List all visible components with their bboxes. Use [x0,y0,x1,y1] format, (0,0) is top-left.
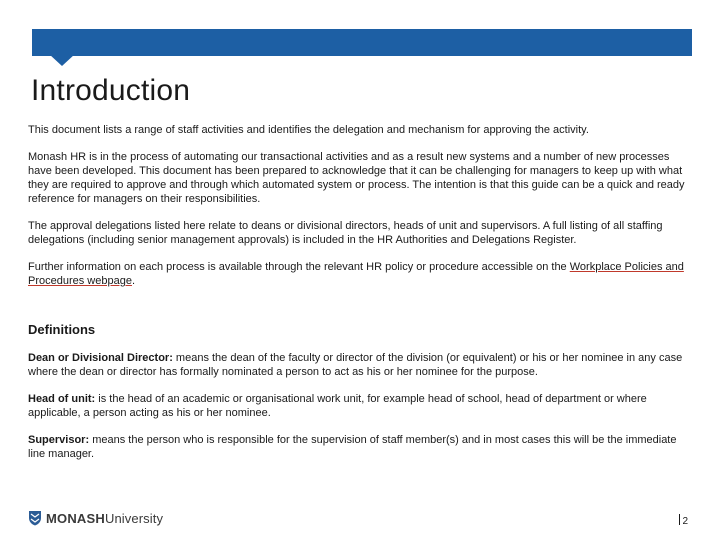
further-info-paragraph [28,260,688,288]
policies-link[interactable]: Workplace Policies and Procedures webpage [28,261,684,287]
definition-text: means the dean of the faculty or director of the division (or equivalent) or his or her nominee in any case where the dean or director has formally nominated a person to act as his or her nominee for the purpose. [28,352,683,378]
definition-supervisor [28,433,688,461]
definition-text: is the head of an academic or organisational work unit, for example head of school, head of department or where applicable, a person acting as his or her nominee. [28,393,647,419]
further-info-text: Further information on each process is available through the relevant HR policy or procedure accessible on the [28,261,570,273]
definition-term: Supervisor: [28,434,90,446]
page-number-value: 2 [682,516,688,527]
header-banner [32,29,692,56]
definition-head-of-unit [28,392,688,420]
definition-text: means the person who is responsible for the supervision of staff member(s) and in most cases this will be the immediate line manager. [28,434,677,460]
slide-title: Introduction [31,74,191,107]
monash-logo [28,509,163,527]
intro-paragraph: This document lists a range of staff activities and identifies the delegation and mechanism for approving the activity. [28,124,589,136]
page-number-divider [679,514,680,525]
definition-term: Head of unit: [28,393,96,405]
page-number [679,514,688,527]
definition-term: Dean or Divisional Director: [28,352,173,364]
definitions-heading: Definitions [28,322,96,337]
delegations-paragraph: The approval delegations listed here relate to deans or divisional directors, heads of unit and supervisors. A full listing of all staffing delegations (including senior management approvals) is included in the HR Authorities and Delegations Register. [28,220,663,246]
further-info-suffix: . [131,275,136,287]
logo-wordmark-strong: MONASH [46,510,105,526]
banner-notch [49,54,75,66]
definition-dean [28,351,688,379]
shield-icon [28,510,42,526]
logo-wordmark-light: University [104,510,164,526]
automation-paragraph: Monash HR is in the process of automating our transactional activities and as a result new systems and a number of new processes have been developed. This document has been prepared to acknowledge that it can be challenging for managers to keep up with what they are required to approve and through which automated system or process. The intention is that this guide can be a quick and ready reference for managers on their responsibilities. [28,151,685,205]
